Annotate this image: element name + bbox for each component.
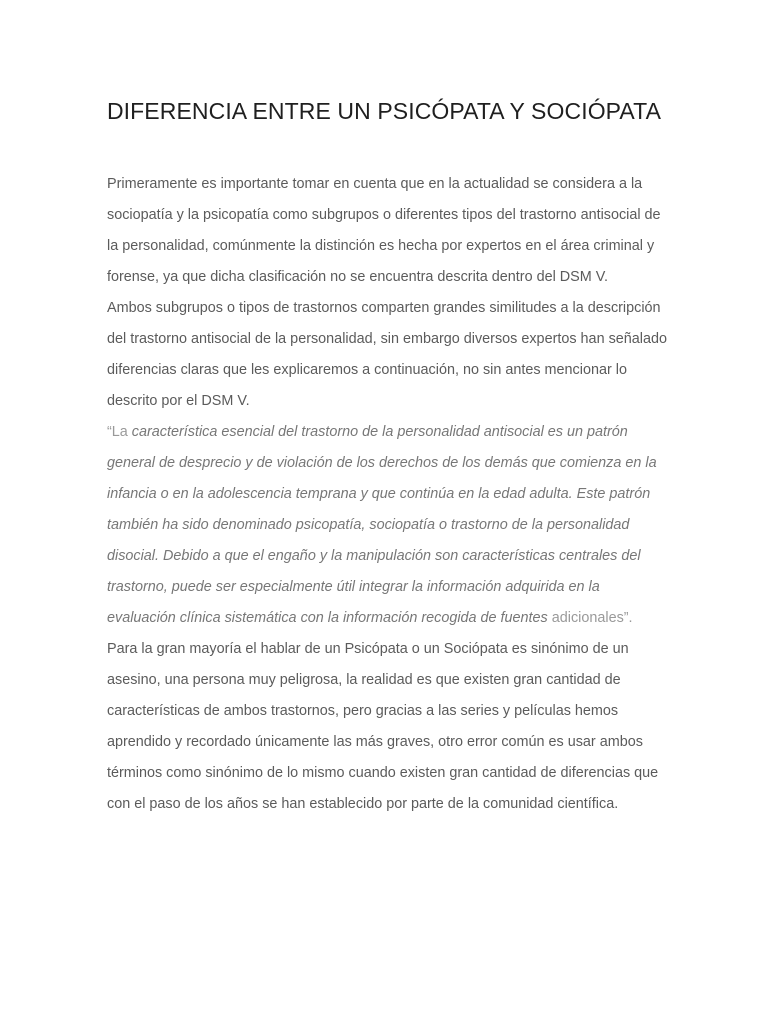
document-body — [107, 169, 667, 820]
paragraph-intro: Primeramente es importante tomar en cuenta que en la actualidad se considera a la sociopatía y la psicopatía como subgrupos o diferentes tipos del trastorno antisocial de la personalidad, comúnmente la distinción es hecha por expertos en el área criminal y forense, ya que dicha clasificación no se encuentra descrita dentro del DSM V. — [107, 176, 661, 285]
paragraph-conclusion: Para la gran mayoría el hablar de un Psicópata o un Sociópata es sinónimo de un asesino, una persona muy peligrosa, la realidad es que existen gran cantidad de características de ambos trastornos, pero gracias a las series y películas hemos aprendido y recordado únicamente las más graves, otro error común es usar ambos términos como sinónimo de lo mismo cuando existen gran cantidad de diferencias que con el paso de los años se han establecido por parte de la comunidad científica. — [107, 641, 659, 812]
document-title: DIFERENCIA ENTRE UN PSICÓPATA Y SOCIÓPATA — [106, 98, 662, 124]
quote-text: característica esencial del trastorno de la personalidad antisocial es un patrón general de desprecio y de violación de los derechos de los demás que comienza en la infancia o en la adolescencia temprana y que continúa en la edad adulta. Este patrón también ha sido denominado psicopatía, sociopatía o trastorno de la personalidad disocial. Debido a que el engaño y la manipulación son características centrales del trastorno, puede ser especialmente útil integrar la información adquirida en la evaluación clínica sistemática con la información recogida de fuentes — [107, 424, 657, 626]
quote-close: adicionales”. — [551, 610, 633, 626]
quote-open-mark: “La — [107, 424, 128, 440]
dsm-quote — [107, 417, 667, 634]
paragraph-subgroups: Ambos subgrupos o tipos de trastornos comparten grandes similitudes a la descripción del trastorno antisocial de la personalidad, sin embargo diversos expertos han señalado diferencias claras que les explicaremos a continuación, no sin antes mencionar lo descrito por el DSM V. — [107, 300, 667, 409]
